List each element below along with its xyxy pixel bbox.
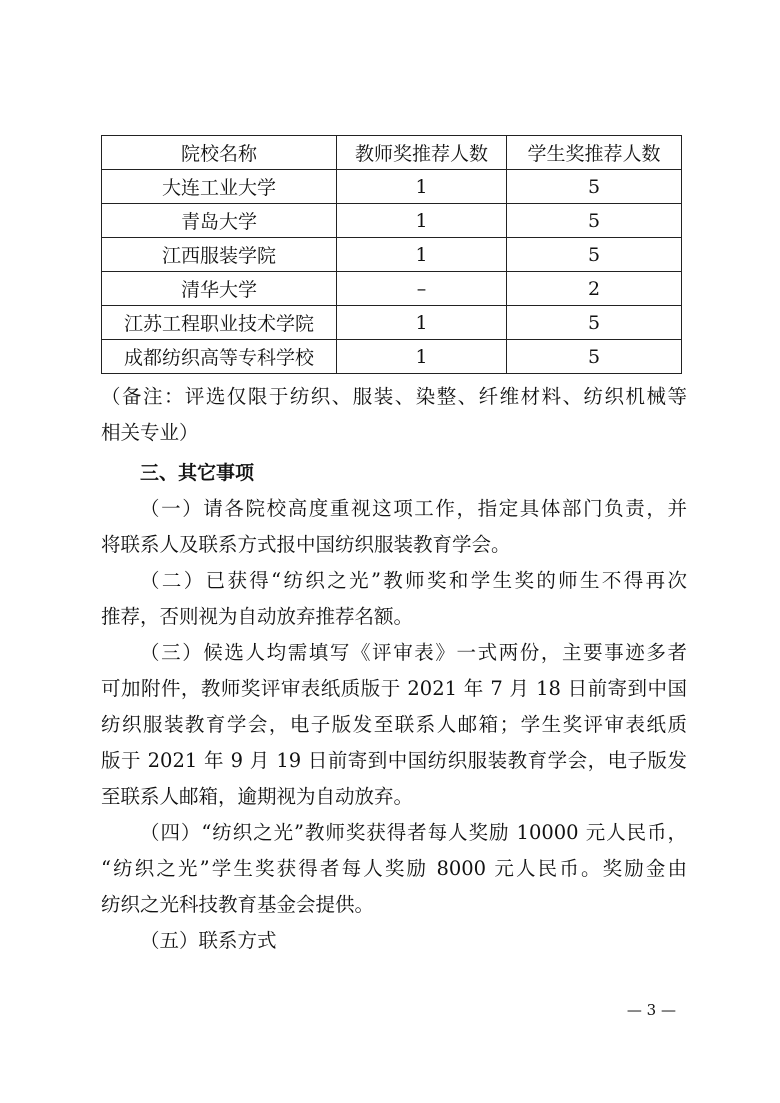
note-line: （备注：评选仅限于纺织、服装、染整、纤维材料、纺织机械等 — [101, 385, 687, 408]
paragraph-line: 纺织服装教育学会，电子版发至联系人邮箱；学生奖评审表纸质 — [101, 713, 687, 736]
paragraph-line: （三）候选人均需填写《评审表》一式两份，主要事迹多者 — [140, 641, 687, 664]
paragraph-three — [101, 635, 687, 815]
paragraph-line: 至联系人邮箱，逾期视为自动放弃。 — [101, 785, 414, 808]
table-note — [101, 379, 687, 451]
recommendation-quota-table — [101, 135, 682, 374]
student-count-cell: 5 — [507, 306, 682, 340]
paragraph-line: 可加附件，教师奖评审表纸质版于 2021 年 7 月 18 日前寄到中国 — [101, 677, 687, 700]
paragraph-five — [101, 923, 687, 959]
school-name-cell: 大连工业大学 — [102, 170, 337, 204]
header-teacher-award-count: 教师奖推荐人数 — [337, 136, 507, 170]
teacher-count-cell: 1 — [337, 238, 507, 272]
paragraph-one — [101, 491, 687, 563]
school-name-cell: 清华大学 — [102, 272, 337, 306]
paragraph-line: （四）“纺织之光”教师奖获得者每人奖励 10000 元人民币， — [140, 821, 687, 844]
table-header-row — [102, 136, 682, 170]
table-row — [102, 238, 682, 272]
teacher-count-cell: 1 — [337, 306, 507, 340]
paragraph-line: 将联系人及联系方式报中国纺织服装教育学会。 — [101, 533, 511, 556]
paragraph-line: （五）联系方式 — [140, 929, 277, 952]
teacher-count-cell: 1 — [337, 204, 507, 238]
paragraph-line: “纺织之光”学生奖获得者每人奖励 8000 元人民币。奖励金由 — [101, 857, 687, 880]
student-count-cell: 2 — [507, 272, 682, 306]
other-matters-section — [101, 455, 687, 959]
page-number: — 3 — — [626, 1001, 676, 1019]
student-count-cell: 5 — [507, 340, 682, 374]
header-student-award-count: 学生奖推荐人数 — [507, 136, 682, 170]
teacher-count-cell: 1 — [337, 170, 507, 204]
school-name-cell: 成都纺织高等专科学校 — [102, 340, 337, 374]
student-count-cell: 5 — [507, 238, 682, 272]
section-heading: 三、其它事项 — [140, 462, 255, 484]
school-name-cell: 江西服装学院 — [102, 238, 337, 272]
paragraph-line: 版于 2021 年 9 月 19 日前寄到中国纺织服装教育学会，电子版发 — [101, 749, 687, 772]
paragraph-line: 纺织之光科技教育基金会提供。 — [101, 893, 375, 916]
school-name-cell: 青岛大学 — [102, 204, 337, 238]
table-row — [102, 204, 682, 238]
paragraph-four — [101, 815, 687, 923]
table-row — [102, 340, 682, 374]
student-count-cell: 5 — [507, 170, 682, 204]
student-count-cell: 5 — [507, 204, 682, 238]
paragraph-line: 推荐，否则视为自动放弃推荐名额。 — [101, 605, 414, 628]
paragraph-two — [101, 563, 687, 635]
paragraph-line: （一）请各院校高度重视这项工作，指定具体部门负责，并 — [140, 497, 687, 520]
school-name-cell: 江苏工程职业技术学院 — [102, 306, 337, 340]
table-row — [102, 306, 682, 340]
note-line: 相关专业） — [101, 421, 199, 444]
paragraph-line: （二）已获得“纺织之光”教师奖和学生奖的师生不得再次 — [140, 569, 687, 592]
teacher-count-cell: – — [337, 272, 507, 306]
header-school-name: 院校名称 — [102, 136, 337, 170]
teacher-count-cell: 1 — [337, 340, 507, 374]
table-row — [102, 170, 682, 204]
table-row — [102, 272, 682, 306]
